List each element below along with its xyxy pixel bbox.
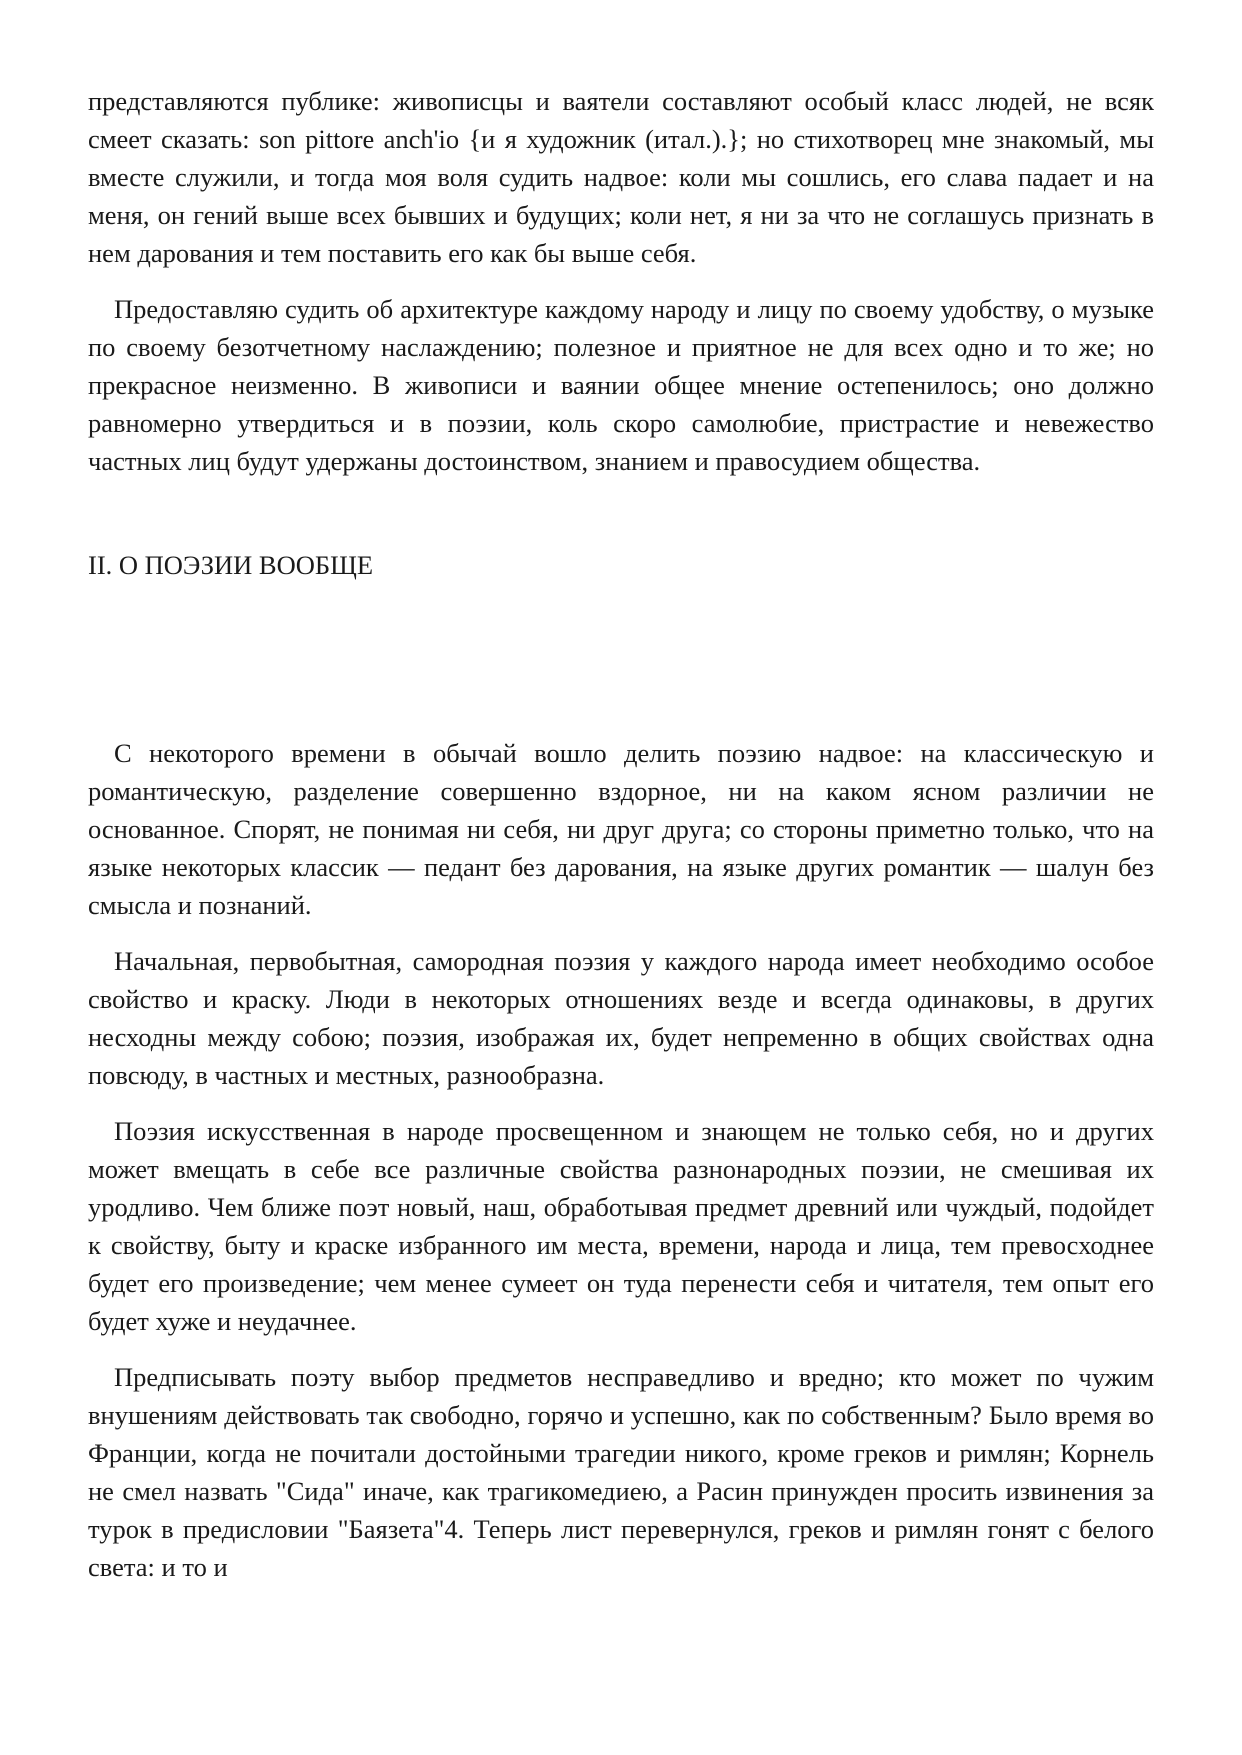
paragraph-1: представляются публике: живописцы и ваятели составляют особый класс людей, не всяк смеет сказать: son pittore anch'io {и я художник (итал.).}; но стихотворец мне знакомый, мы вместе служили, и тогда моя воля судить надвое: коли мы сошлись, его слава падает и на меня, он гений выше всех бывших и будущих; коли нет, я ни за что не соглашусь признать в нем дарования и тем поставить его как бы выше себя. [88,86,1154,268]
document-page [88,82,1154,1604]
paragraph-5: Поэзия искусственная в народе просвещенном и знающем не только себя, но и других может вмещать в себе все различные свойства разнонародных поэзии, не смешивая их уродливо. Чем ближе поэт новый, наш, обработывая предмет древний или чуждый, подойдет к свойству, быту и краске избранного им места, времени, народа и лица, тем превосходнее будет его произведение; чем менее сумеет он туда перенести себя и читателя, тем опыт его будет хуже и неудачнее. [88,1116,1154,1336]
paragraph-4: Начальная, первобытная, самородная поэзия у каждого народа имеет необходимо особое свойство и краску. Люди в некоторых отношениях везде и всегда одинаковы, в других несходны между собою; поэзия, изображая их, будет непременно в общих свойствах одна повсюду, в частных и местных, разнообразна. [88,946,1154,1090]
section-heading: II. О ПОЭЗИИ ВООБЩЕ [88,550,374,580]
paragraph-3: С некоторого времени в обычай вошло делить поэзию надвое: на классическую и романтическую, разделение совершенно вздорное, ни на каком ясном различии не основанное. Спорят, не понимая ни себя, ни друг друга; со стороны приметно только, что на языке некоторых классик — педант без дарования, на языке других романтик — шалун без смысла и познаний. [88,738,1154,920]
paragraph-6: Предписывать поэту выбор предметов несправедливо и вредно; кто может по чужим внушениям действовать так свободно, горячо и успешно, как по собственным? Было время во Франции, когда не почитали достойными трагедии никого, кроме греков и римлян; Корнель не смел назвать "Сида" иначе, как трагикомедиею, а Расин принужден просить извинения за турок в предисловии "Баязета"4. Теперь лист перевернулся, греков и римлян гонят с белого света: и то и [88,1362,1154,1582]
paragraph-2: Предоставляю судить об архитектуре каждому народу и лицу по своему удобству, о музыке по своему безотчетному наслаждению; полезное и приятное не для всех одно и то же; но прекрасное неизменно. В живописи и ваянии общее мнение остепенилось; оно должно равномерно утвердиться и в поэзии, коль скоро самолюбие, пристрастие и невежество частных лиц будут удержаны достоинством, знанием и правосудием общества. [88,294,1154,476]
